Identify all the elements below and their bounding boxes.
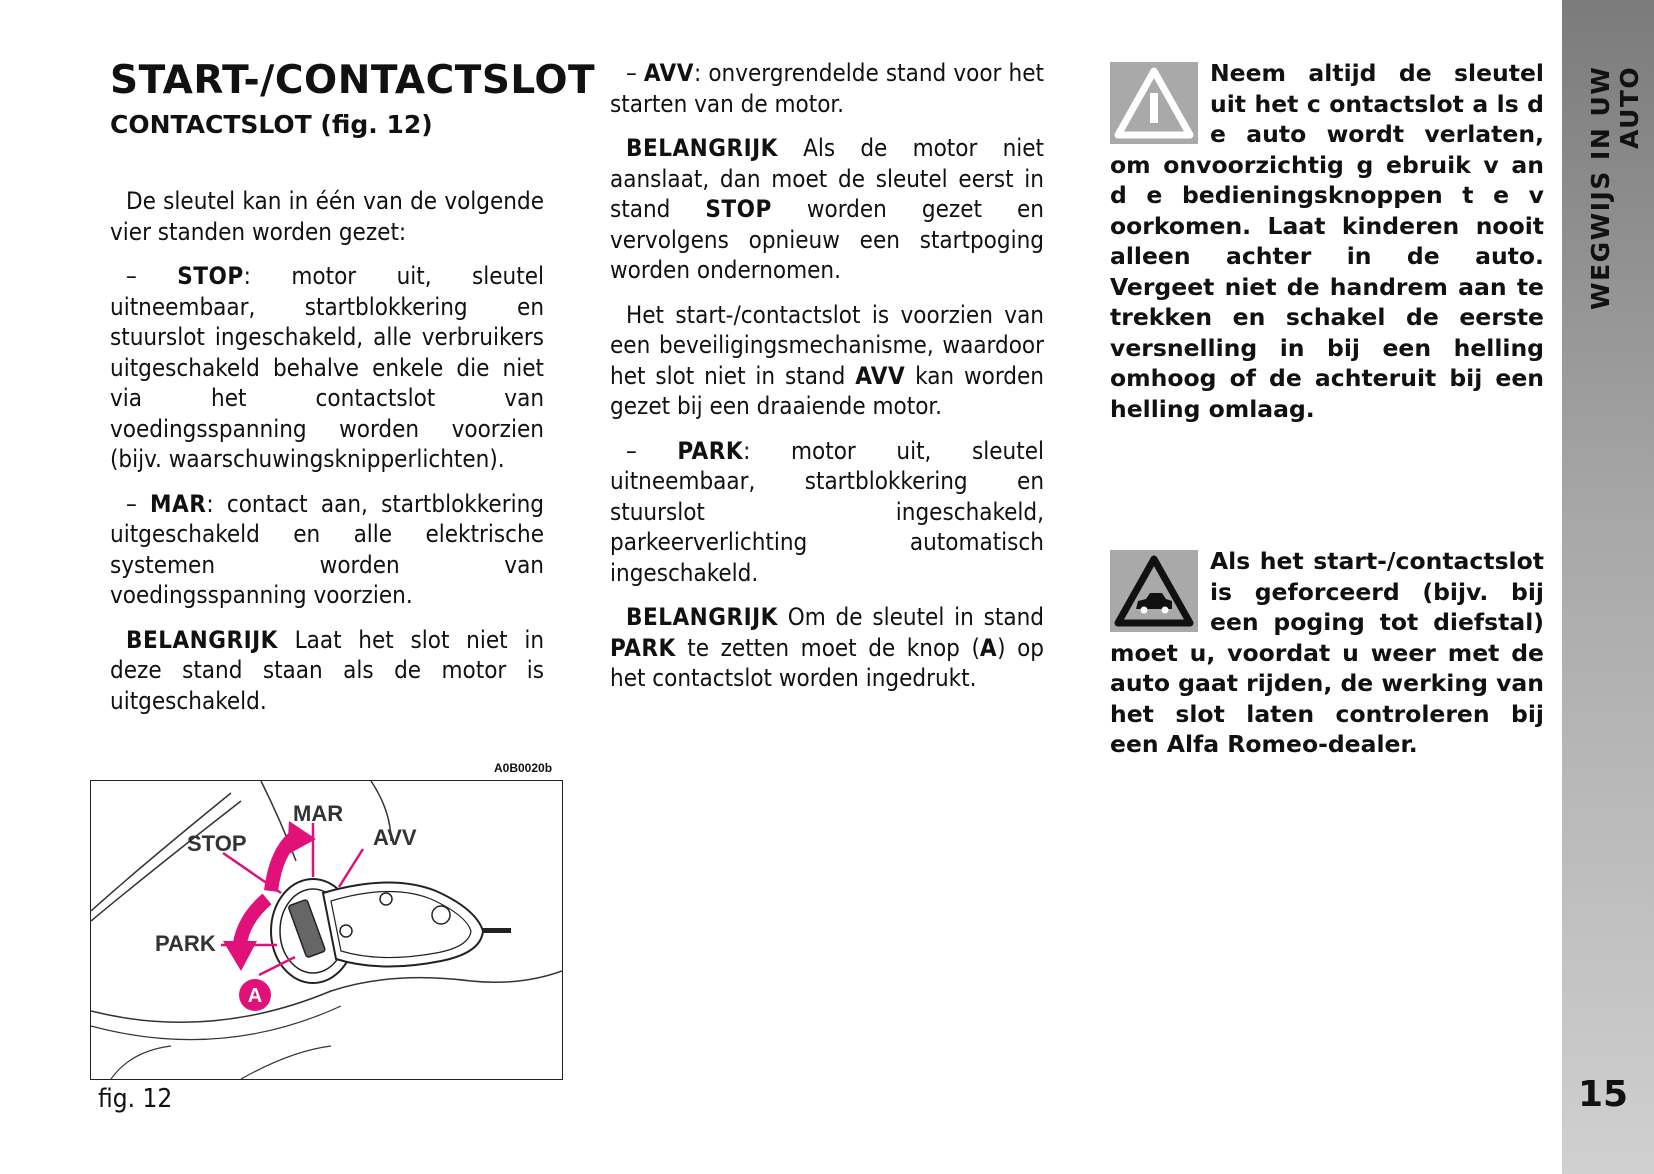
park-paragraph: – PARK: motor uit, sleutel uitneembaar, startblokkering en stuurslot ingeschakeld, parkeerverlichting automatisch ingeschakeld. bbox=[610, 436, 1044, 587]
important-note-1: BELANGRIJK Laat het slot niet in deze stand staan als de motor is uitgeschakeld. bbox=[110, 625, 544, 715]
page-number: 15 bbox=[1578, 1074, 1629, 1115]
figure-caption: fig. 12 bbox=[98, 1084, 173, 1114]
warning-triangle-icon bbox=[1110, 62, 1198, 144]
column-left bbox=[110, 58, 596, 730]
warning-text-2: Als het start-/contactslot is geforceerd (bijv. bij een poging tot diefstal) moet u, voordat u weer met de auto gaat rijden, de werking van het slot laten controleren bij een Alfa Romeo-dealer. bbox=[1110, 547, 1544, 758]
label-mar: MAR bbox=[293, 801, 344, 826]
label-stop: STOP bbox=[187, 831, 247, 856]
avv-paragraph: – AVV: onvergrendelde stand voor het starten van de motor. bbox=[610, 59, 1044, 118]
car-warning-icon bbox=[1110, 550, 1198, 632]
stop-paragraph: – STOP: motor uit, sleutel uitneembaar, startblokkering en stuurslot ingeschakeld, alle verbruikers uitgeschakeld behalve enkele die niet via het contactslot van voedingsspanning worden voorzien (bijv. waarschuwingsknipperlichten). bbox=[110, 262, 544, 473]
label-a: A bbox=[247, 985, 263, 1007]
important-note-3: BELANGRIJK Om de sleutel in stand PARK te zetten moet de knop (A) op het contactslot worden ingedrukt. bbox=[610, 603, 1044, 692]
warning-text-1: Neem altijd de sleutel uit het c ontactslot a ls d e auto wordt verlaten, om onvoorzichtig g ebruik v an d e bedieningsknoppen t e v oorkomen. Laat kinderen nooit alleen achter in de auto. Vergeet niet de handrem aan te trekken en schakel de eerste versnelling in bij een helling omhoog of de achteruit bij een helling omlaag. bbox=[1110, 59, 1544, 423]
warning-block-2 bbox=[1110, 546, 1544, 760]
ignition-figure bbox=[90, 780, 563, 1080]
page-title: START-/CONTACTSLOT bbox=[110, 58, 596, 103]
lock-mechanism-paragraph: Het start-/contactslot is voorzien van een beveiligingsmechanisme, waardoor het slot niet in stand AVV kan worden gezet bij een draaiende motor. bbox=[610, 300, 1044, 420]
ignition-illustration bbox=[91, 781, 562, 1079]
mar-paragraph: – MAR: contact aan, startblokkering uitgeschakeld en alle elektrische systemen worden van voedingsspanning voorzien. bbox=[110, 489, 544, 609]
column-middle bbox=[610, 58, 1044, 708]
figure-code: A0B0020b bbox=[494, 761, 553, 775]
column-right bbox=[1110, 58, 1544, 424]
important-note-2: BELANGRIJK Als de motor niet aanslaat, dan moet de sleutel eerst in stand STOP worden gezet en vervolgens opnieuw een startpoging worden ondernomen. bbox=[610, 134, 1044, 284]
label-park: PARK bbox=[155, 931, 216, 956]
chapter-label: WEGWIJS IN UW AUTO bbox=[1586, 66, 1644, 311]
section-subtitle: CONTACTSLOT (fig. 12) bbox=[110, 110, 433, 139]
intro-paragraph: De sleutel kan in één van de volgende vier standen worden gezet: bbox=[110, 187, 544, 246]
label-avv: AVV bbox=[373, 825, 417, 850]
